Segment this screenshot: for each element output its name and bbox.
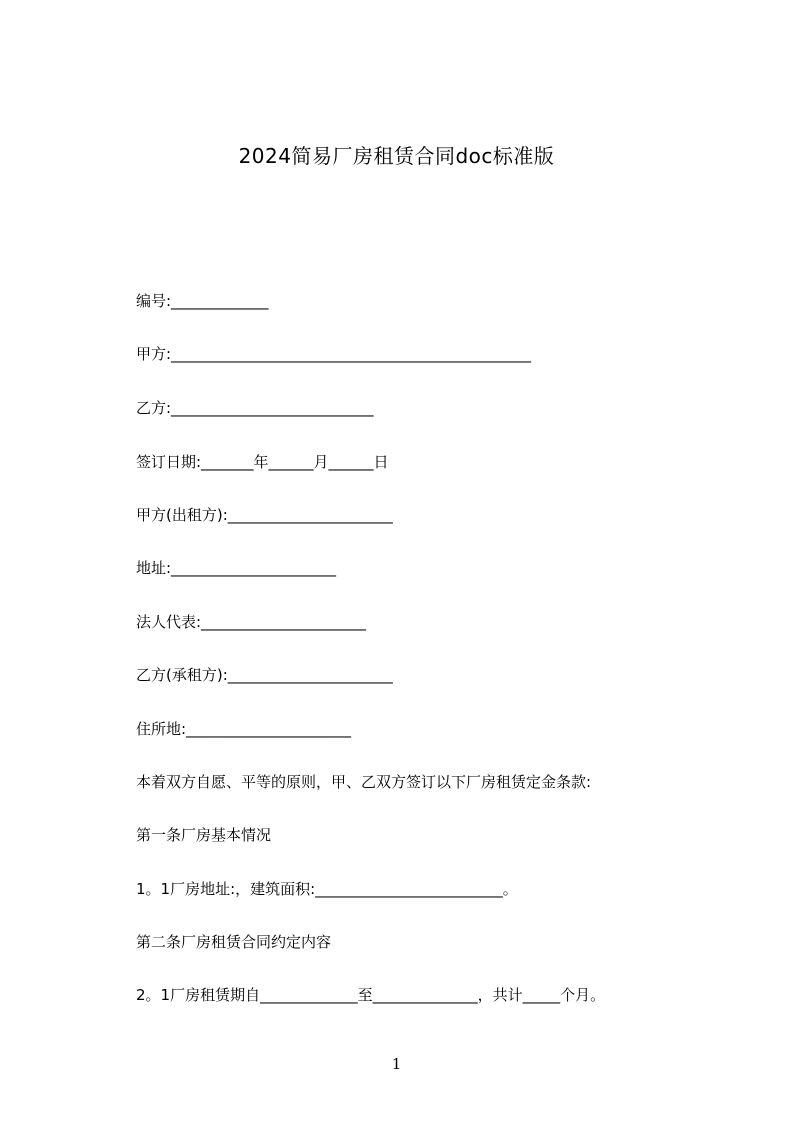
legal-representative-field-line: 法人代表:______________________ <box>136 613 367 631</box>
article-1-heading: 第一条厂房基本情况 <box>136 826 272 844</box>
party-a-field-line: 甲方:________________________________________________ <box>136 345 532 363</box>
clause-1-1: 1。1厂房地址:，建筑面积:_________________________。 <box>136 880 518 898</box>
number-field-line: 编号:_____________ <box>136 292 269 310</box>
article-2-heading: 第二条厂房租赁合同约定内容 <box>136 933 332 951</box>
party-b-field-line: 乙方:___________________________ <box>136 399 374 417</box>
page-number: 1 <box>391 1055 402 1073</box>
lessee-field-line: 乙方(承租方):______________________ <box>136 666 393 684</box>
residence-field-line: 住所地:______________________ <box>136 720 352 738</box>
sign-date-field-line: 签订日期:_______年______月______日 <box>136 453 389 471</box>
lessor-field-line: 甲方(出租方):______________________ <box>136 506 393 524</box>
address-field-line: 地址:______________________ <box>136 559 337 577</box>
clause-2-1: 2。1厂房租赁期自_____________至______________，共计_____个月。 <box>136 986 606 1004</box>
preamble-paragraph: 本着双方自愿、平等的原则，甲、乙双方签订以下厂房租赁定金条款: <box>136 773 592 791</box>
document-title: 2024简易厂房租赁合同doc标准版 <box>238 144 555 168</box>
